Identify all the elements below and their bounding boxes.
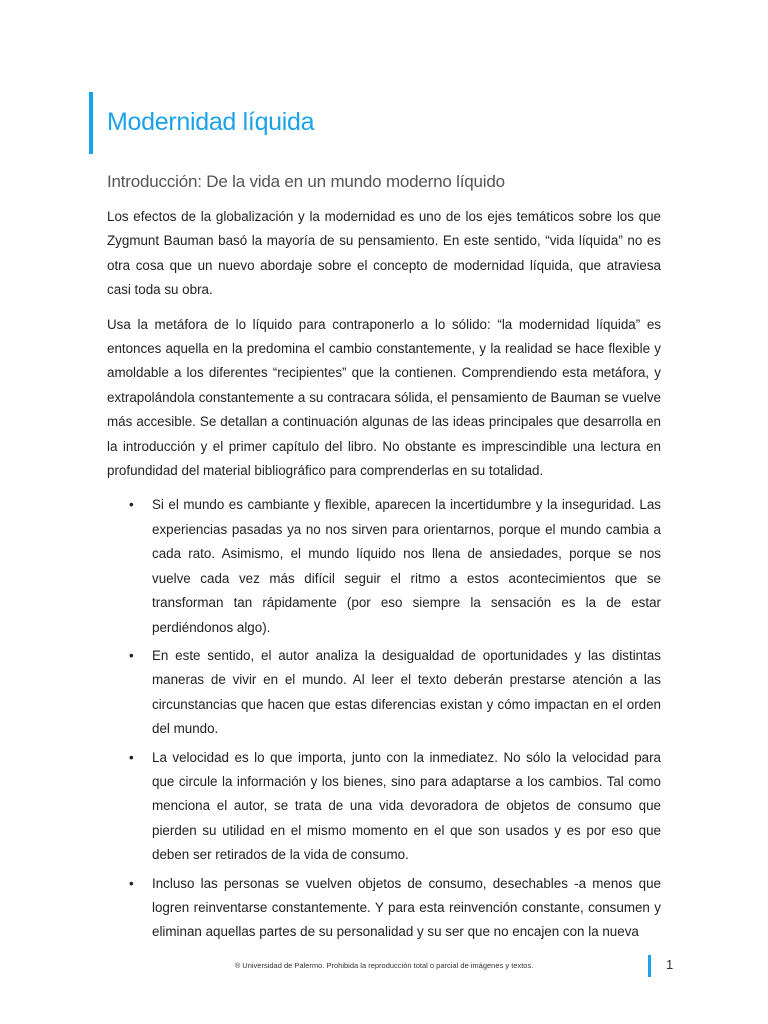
page-title: Modernidad líquida [107,108,315,136]
bullet-list [107,493,661,944]
list-item [107,493,661,639]
bullet-dot: • [129,647,134,663]
list-item-text: Incluso las personas se vuelven objetos de consumo, desechables -a menos que logren reinventarse constantemente. Y para esta reinvención constante, consumen y eliminan aquellas partes de su personalidad y su ser que no encajen con la nueva [152,875,661,940]
list-item [107,872,661,945]
paragraph: Los efectos de la globalización y la modernidad es uno de los ejes temáticos sobre los que Zygmunt Bauman basó la mayoría de su pensamiento. En este sentido, “vida líquida” no es otra cosa que un nuevo abordaje sobre el concepto de modernidad líquida, que atraviesa casi toda su obra. [107,209,661,298]
list-item [107,644,661,742]
bullet-dot: • [129,749,134,765]
document-body [107,205,661,949]
bullet-dot: • [129,875,134,891]
list-item-text: La velocidad es lo que importa, junto con la inmediatez. No sólo la velocidad para que circule la información y los bienes, sino para adaptarse a los cambios. Tal como menciona el autor, se trata de una vida devoradora de objetos de consumo que pierden su utilidad en el mismo momento en el que son usados y es por eso que deben ser retirados de la vida de consumo. [152,749,661,863]
section-subtitle: Introducción: De la vida en un mundo moderno líquido [107,172,505,191]
list-item [107,746,661,868]
list-item-text: Si el mundo es cambiante y flexible, aparecen la incertidumbre y la inseguridad. Las experiencias pasadas ya no nos sirven para orientarnos, porque el mundo cambia a cada rato. Asimismo, el mundo líquido nos llena de ansiedades, porque se nos vuelve cada vez más difícil seguir el ritmo a estos acontecimientos que se transforman tan rápidamente (por eso siempre la sensación es la de estar perdiéndonos algo). [152,497,661,635]
paragraph: Usa la metáfora de lo líquido para contraponerlo a lo sólido: “la modernidad líquida” es entonces aquella en la predomina el cambio constantemente, y la realidad se hace flexible y amoldable a los diferentes “recipientes” que la contienen. Comprendiendo esta metáfora, y extrapolándola constantemente a su contracara sólida, el pensamiento de Bauman se vuelve más accesible. Se detallan a continuación algunas de las ideas principales que desarrolla en la introducción y el primer capítulo del libro. No obstante es imprescindible una lectura en profundidad del material bibliográfico para comprenderlas en su totalidad. [107,316,661,479]
title-accent-bar [89,92,93,154]
bullet-dot: • [129,497,134,513]
footer-accent-bar [648,955,651,977]
footer-copyright: ® Universidad de Palermo. Prohibida la reproducción total o parcial de imágenes y textos. [234,961,534,970]
page-number: 1 [666,957,674,972]
list-item-text: En este sentido, el autor analiza la desigualdad de oportunidades y las distintas maneras de vivir en el mundo. Al leer el texto deberán prestarse atención a las circunstancias que hacen que estas diferencias existan y cómo impactan en el orden del mundo. [152,647,661,737]
